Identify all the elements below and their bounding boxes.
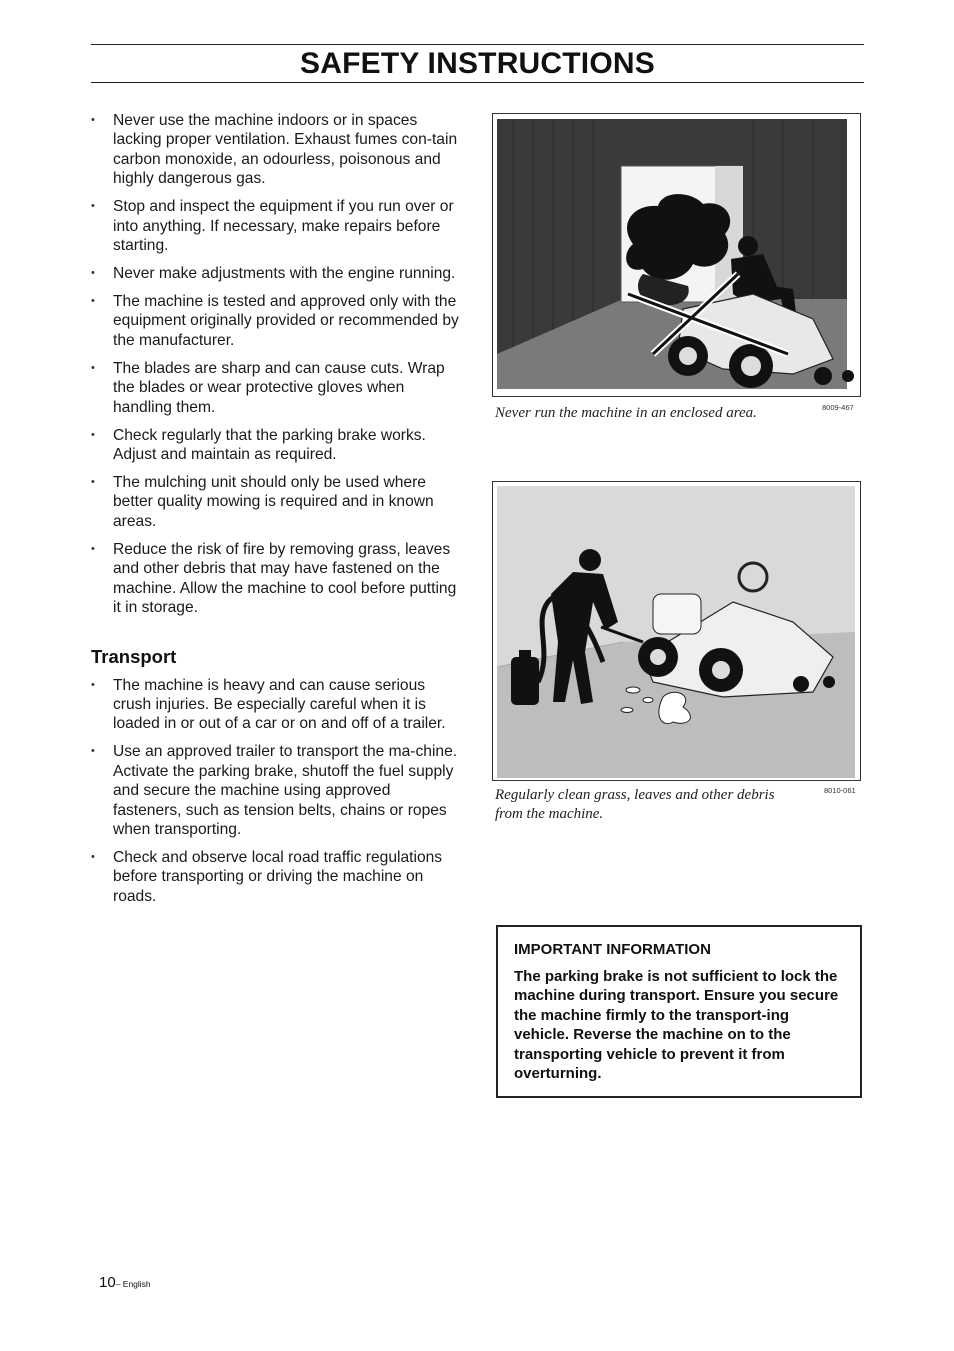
figure-caption: Never run the machine in an enclosed area. — [495, 405, 757, 421]
transport-bullet-list — [91, 676, 463, 907]
left-column — [91, 111, 463, 915]
page-footer — [99, 1274, 151, 1291]
page-number: 10 — [99, 1274, 116, 1291]
important-title: IMPORTANT INFORMATION — [514, 941, 711, 958]
figure-caption: Regularly clean grass, leaves and other debris from the machine. — [495, 787, 775, 822]
bullet-item: • Never make adjustments with the engine running. — [91, 264, 463, 283]
bullet-item: • Check and observe local road traffic regulations before transporting or driving the machine on roads. — [91, 848, 463, 906]
bullet-item: • Stop and inspect the equipment if you run over or into anything. If necessary, make repairs before starting. — [91, 197, 463, 255]
safety-bullet-list — [91, 111, 463, 618]
bullet-item: • Never use the machine indoors or in spaces lacking proper ventilation. Exhaust fumes con-tain carbon monoxide, an odourless, poisonous and highly dangerous gas. — [91, 111, 463, 189]
page-header — [91, 44, 864, 83]
cleaning-illustration — [493, 482, 860, 780]
bullet-item: • The machine is tested and approved only with the equipment originally provided or recommended by the manufacturer. — [91, 292, 463, 350]
figure-code: 8010-061 — [824, 786, 856, 795]
footer-language: – English — [115, 1279, 151, 1289]
bullet-item: • The mulching unit should only be used where better quality mowing is required and in known areas. — [91, 473, 463, 531]
bullet-item: • Reduce the risk of fire by removing grass, leaves and other debris that may have fastened on the machine. Allow the machine to cool before putting it in storage. — [91, 540, 463, 618]
figure-enclosed-area — [492, 113, 861, 397]
figure-cleaning — [492, 481, 861, 781]
bullet-item: • Check regularly that the parking brake works. Adjust and maintain as required. — [91, 426, 463, 465]
page-title: SAFETY INSTRUCTIONS — [300, 47, 655, 80]
enclosed-area-illustration — [493, 114, 860, 396]
bullet-item: • The machine is heavy and can cause serious crush injuries. Be especially careful when it is loaded in or out of a car or on and off of a trailer. — [91, 676, 463, 734]
important-information-box — [496, 925, 862, 1098]
transport-heading: Transport — [91, 645, 177, 667]
figure-code: 8009-467 — [822, 403, 854, 412]
important-body: The parking brake is not sufficient to lock the machine during transport. Ensure you secure the machine firmly to the transport-ing vehicle. Reverse the machine on to the transporting vehicle to prevent it from overturning. — [514, 968, 839, 1083]
bullet-item: • The blades are sharp and can cause cuts. Wrap the blades or wear protective gloves when handling them. — [91, 359, 463, 417]
bullet-item: • Use an approved trailer to transport the ma-chine. Activate the parking brake, shutoff the fuel supply and secure the machine using approved fasteners, such as tension belts, chains or ropes when transporting. — [91, 742, 463, 839]
